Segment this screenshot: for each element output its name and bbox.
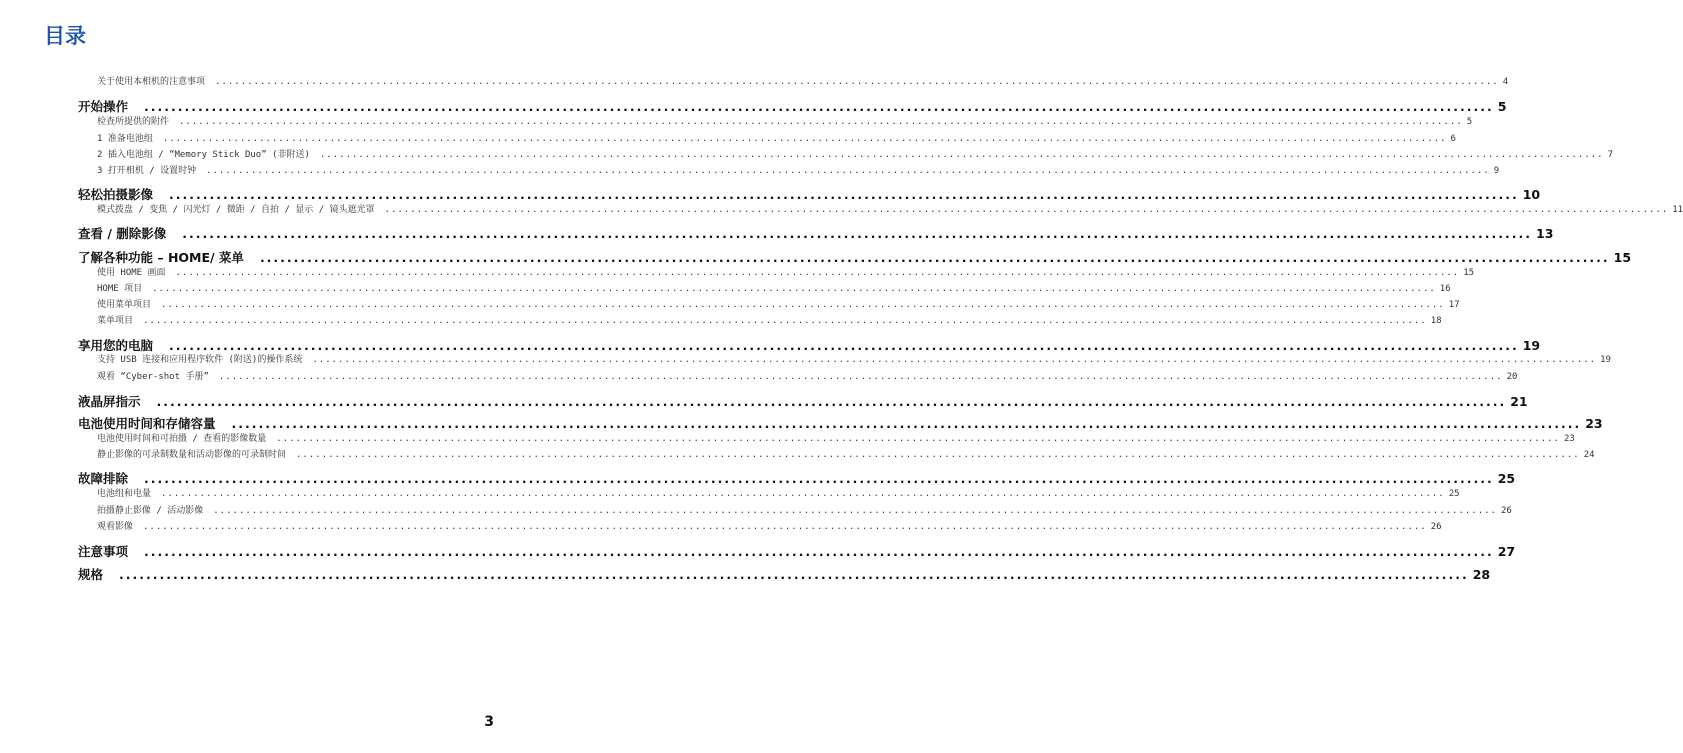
toc-entry-label: 观看 “Cyber-shot 手册” — [97, 372, 209, 382]
toc-entry-page: 17 — [1448, 300, 1460, 310]
toc-entry-label: 关于使用本相机的注意事项 — [97, 77, 206, 87]
dot-leader: ........................................................................................................................................................................................................ — [319, 150, 1604, 160]
toc-entry-label: 了解各种功能 – HOME/ 菜单 — [78, 250, 244, 265]
toc-entry-page: 25 — [1497, 471, 1516, 486]
toc-section-entry[interactable] — [78, 565, 1491, 583]
dot-leader: ........................................................................................................................................................................................................ — [312, 355, 1597, 365]
toc-section-entry[interactable] — [78, 414, 1603, 432]
toc-entry-label: 开始操作 — [78, 99, 129, 114]
toc-entry-page: 27 — [1497, 544, 1516, 559]
toc-section-entry[interactable] — [78, 185, 1541, 203]
dot-leader: ........................................................................................................................................................................................................ — [144, 471, 1494, 486]
toc-entry-page: 5 — [1466, 117, 1473, 127]
toc-entry-label: 静止影像的可录制数量和活动影像的可录制时间 — [97, 450, 287, 460]
toc-entry-page: 24 — [1583, 450, 1595, 460]
dot-leader: ........................................................................................................................................................................................................ — [175, 268, 1460, 278]
toc-entry-page: 15 — [1613, 250, 1632, 265]
toc-subsection-entry[interactable] — [97, 486, 1460, 499]
toc-entry-page: 19 — [1600, 355, 1611, 365]
toc-entry-page: 11 — [1672, 205, 1683, 215]
toc-entry-page: 9 — [1493, 166, 1500, 176]
toc-entry-label: 电池组和电量 — [97, 489, 152, 499]
toc-entry-label: 检查所提供的附件 — [97, 117, 170, 127]
toc-entry-page: 18 — [1430, 316, 1442, 326]
dot-leader: ........................................................................................................................................................................................................ — [384, 205, 1669, 215]
dot-leader: ........................................................................................................................................................................................................ — [161, 300, 1445, 310]
toc-section-entry[interactable] — [78, 469, 1516, 487]
toc-entry-label: 菜单项目 — [97, 316, 134, 326]
toc-entry-page: 25 — [1448, 489, 1460, 499]
toc-entry-page: 16 — [1439, 284, 1451, 294]
toc-entry-label: 支持 USB 连接和应用程序软件 (附送)的操作系统 — [97, 355, 303, 365]
dot-leader: ........................................................................................................................................................................................................ — [169, 338, 1519, 353]
dot-leader: ........................................................................................................................................................................................................ — [156, 394, 1507, 409]
dot-leader: ........................................................................................................................................................................................................ — [144, 99, 1494, 114]
toc-entry-label: 查看 / 删除影像 — [78, 226, 167, 241]
toc-subsection-entry[interactable] — [97, 313, 1442, 326]
toc-entry-page: 26 — [1500, 506, 1512, 516]
toc-entry-label: 拍摄静止影像 / 活动影像 — [97, 506, 204, 516]
toc-entry-label: 液晶屏指示 — [78, 394, 141, 409]
dot-leader: ........................................................................................................................................................................................................ — [144, 544, 1494, 559]
toc-entry-label: 规格 — [78, 567, 104, 582]
toc-entry-label: 2 插入电池组 / “Memory Stick Duo” (非附送) — [97, 150, 310, 160]
page-title: 目录 — [44, 24, 86, 48]
dot-leader: ........................................................................................................................................................................................................ — [143, 316, 1427, 326]
toc-entry-page: 20 — [1506, 372, 1518, 382]
toc-entry-page: 21 — [1510, 394, 1528, 409]
toc-subsection-entry[interactable] — [97, 163, 1500, 176]
toc-entry-page: 26 — [1430, 522, 1442, 532]
toc-section-entry[interactable] — [78, 542, 1516, 560]
toc-subsection-entry[interactable] — [97, 369, 1518, 382]
toc-entry-label: 使用菜单项目 — [97, 300, 152, 310]
toc-subsection-entry[interactable] — [97, 503, 1512, 516]
dot-leader: ........................................................................................................................................................................................................ — [215, 77, 1499, 87]
toc-entry-label: 1 准备电池组 — [97, 134, 153, 144]
toc-entry-label: 故障排除 — [78, 471, 129, 486]
toc-section-entry[interactable] — [78, 224, 1554, 242]
toc-subsection-entry[interactable] — [97, 114, 1473, 127]
toc-entry-label: 轻松拍摄影像 — [78, 187, 154, 202]
toc-section-entry[interactable] — [78, 392, 1528, 410]
toc-subsection-entry[interactable] — [97, 147, 1614, 160]
toc-entry-page: 4 — [1502, 77, 1509, 87]
dot-leader: ........................................................................................................................................................................................................ — [276, 434, 1560, 444]
toc-entry-label: 注意事项 — [78, 544, 129, 559]
page-number: 3 — [484, 714, 494, 730]
toc-entry-page: 7 — [1607, 150, 1614, 160]
dot-leader: ........................................................................................................................................................................................................ — [218, 372, 1503, 382]
toc-entry-label: 模式拨盘 / 变焦 / 闪光灯 / 微距 / 自拍 / 显示 / 镜头遮光罩 — [97, 205, 375, 215]
toc-entry-page: 15 — [1463, 268, 1475, 278]
toc-entry-page: 23 — [1585, 416, 1603, 431]
toc-entry-page: 5 — [1497, 99, 1507, 114]
toc-entry-page: 28 — [1472, 567, 1491, 582]
toc-entry-page: 19 — [1522, 338, 1541, 353]
toc-entry-label: HOME 项目 — [97, 284, 143, 294]
toc-entry-label: 3 打开相机 / 设置时钟 — [97, 166, 197, 176]
toc-entry-label: 享用您的电脑 — [78, 338, 154, 353]
toc-subsection-entry[interactable] — [97, 352, 1611, 365]
dot-leader: ........................................................................................................................................................................................................ — [206, 166, 1490, 176]
toc-subsection-entry[interactable] — [97, 519, 1442, 532]
toc-subsection-entry[interactable] — [97, 74, 1509, 87]
dot-leader: ........................................................................................................................................................................................................ — [143, 522, 1427, 532]
toc-entry-label: 电池使用时间和可拍摄 / 查看的影像数量 — [97, 434, 267, 444]
dot-leader: ........................................................................................................................................................................................................ — [161, 489, 1445, 499]
toc-subsection-entry[interactable] — [97, 447, 1595, 460]
toc-section-entry[interactable] — [78, 97, 1507, 115]
toc-subsection-entry[interactable] — [97, 281, 1451, 294]
dot-leader: ........................................................................................................................................................................................................ — [152, 284, 1436, 294]
dot-leader: ........................................................................................................................................................................................................ — [119, 567, 1469, 582]
toc-subsection-entry[interactable] — [97, 265, 1475, 278]
toc-subsection-entry[interactable] — [97, 431, 1575, 444]
toc-entry-label: 使用 HOME 画面 — [97, 268, 166, 278]
toc-section-entry[interactable] — [78, 248, 1632, 266]
dot-leader: ........................................................................................................................................................................................................ — [296, 450, 1580, 460]
toc-entry-label: 观看影像 — [97, 522, 134, 532]
dot-leader: ........................................................................................................................................................................................................ — [259, 250, 1610, 265]
toc-entry-page: 23 — [1563, 434, 1575, 444]
dot-leader: ........................................................................................................................................................................................................ — [179, 117, 1463, 127]
dot-leader: ........................................................................................................................................................................................................ — [231, 416, 1582, 431]
toc-subsection-entry[interactable] — [97, 297, 1460, 310]
toc-entry-label: 电池使用时间和存储容量 — [78, 416, 216, 431]
toc-entry-page: 10 — [1522, 187, 1541, 202]
dot-leader: ........................................................................................................................................................................................................ — [182, 226, 1532, 241]
dot-leader: ........................................................................................................................................................................................................ — [213, 506, 1497, 516]
toc-entry-page: 13 — [1536, 226, 1554, 241]
dot-leader: ........................................................................................................................................................................................................ — [162, 134, 1447, 144]
toc-entry-page: 6 — [1450, 134, 1456, 144]
toc-subsection-entry[interactable] — [97, 131, 1456, 144]
toc-subsection-entry[interactable] — [97, 202, 1683, 215]
dot-leader: ........................................................................................................................................................................................................ — [169, 187, 1519, 202]
